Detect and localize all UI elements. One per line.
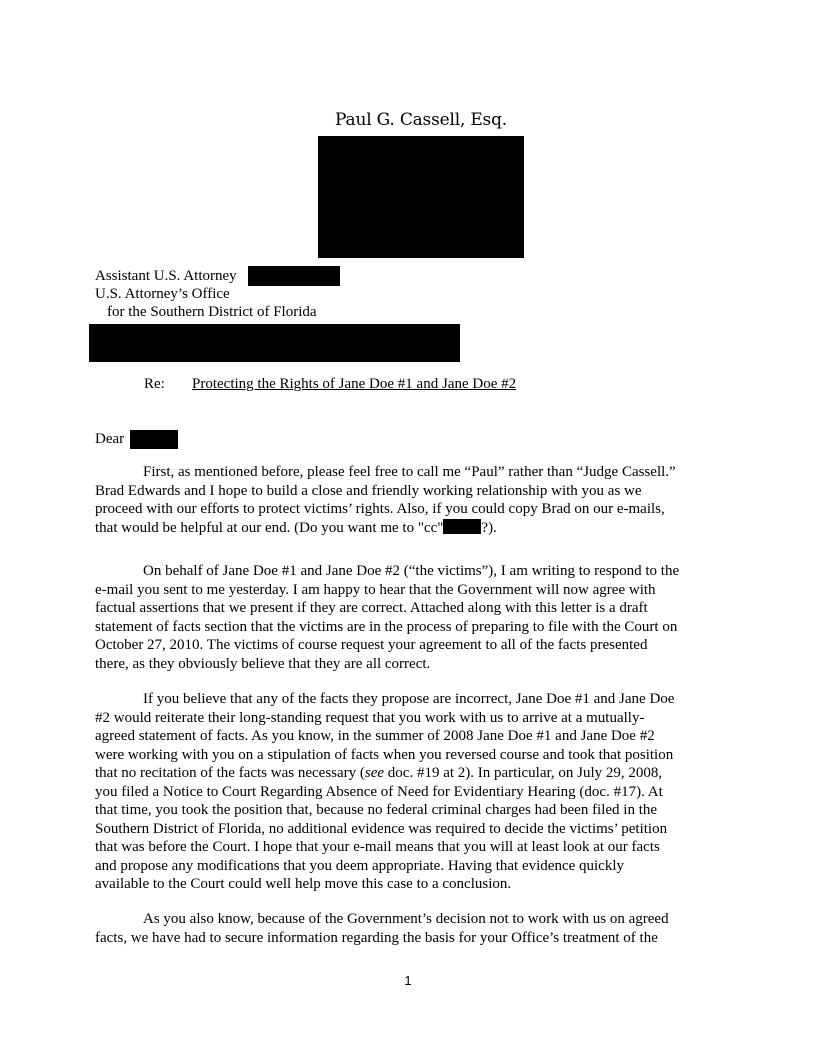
paragraph-line: October 27, 2010. The victims of course request your agreement to all of the facts presented [95,637,648,653]
paragraph-line: e-mail you sent to me yesterday. I am happy to hear that the Government will now agree with [95,581,656,598]
paragraph-line: facts, we have had to secure information regarding the basis for your Office’s treatment of the [95,929,658,946]
paragraph-line: On behalf of Jane Doe #1 and Jane Doe #2 (“the victims”), I am writing to respond to the [143,563,680,579]
paragraph-line [95,764,717,783]
paragraph-line: and propose any modifications that you deem appropriate. Having that evidence quickly [95,857,625,874]
paragraph-line: Southern District of Florida, no additional evidence was required to decide the victims’ petition [95,820,668,837]
paragraph-line-part: that no recitation of the facts was necessary ( [95,765,365,781]
paragraph-line: there, as they obviously believe that they are all correct. [95,655,431,672]
paragraph-line: Brad Edwards and I hope to build a close and friendly working relationship with you as we [95,482,642,499]
page-number: 1 [404,973,412,988]
citation-signal: see [364,765,385,781]
paragraph-2 [95,562,717,673]
redaction-letterhead-address [318,136,524,258]
paragraph-line: that was before the Court. I hope that your e-mail means that you will at least look at our facts [95,839,660,855]
paragraph-1 [95,463,717,537]
paragraph-line [95,519,717,538]
redaction-salutation-name [130,430,178,449]
paragraph-line: factual assertions that we present if they are correct. Attached along with this letter is a draft [95,600,648,616]
paragraph-line: As you also know, because of the Government’s decision not to work with us on agreed [143,911,669,927]
paragraph-line: #2 would reiterate their long-standing request that you work with us to arrive at a mutually- [95,709,645,726]
salutation-text: Dear [95,431,125,447]
paragraph-3 [95,690,717,894]
redaction-recipient-address [89,324,460,362]
paragraph-line: available to the Court could well help move this case to a conclusion. [95,876,512,892]
paragraph-line: agreed statement of facts. As you know, in the summer of 2008 Jane Doe #1 and Jane Doe #2 [95,728,655,744]
re-label: Re: [144,376,165,392]
recipient-office: U.S. Attorney’s Office [95,286,230,302]
paragraph-line-part: that would be helpful at our end. (Do you want me to "cc" [95,519,444,536]
salutation [95,431,124,448]
paragraph-line: that time, you took the position that, because no federal criminal charges had been filed in the [95,802,658,818]
redaction-recipient-name [248,266,340,286]
re-line [144,376,516,393]
letterhead-name: Paul G. Cassell, Esq. [335,110,507,130]
paragraph-line: If you believe that any of the facts they propose are incorrect, Jane Doe #1 and Jane Doe [143,691,675,707]
recipient-title [95,267,237,285]
paragraph-line: proceed with our efforts to protect victims’ rights. Also, if you could copy Brad on our e-mails, [95,501,665,517]
paragraph-line: First, as mentioned before, please feel free to call me “Paul” rather than “Judge Cassell.” [143,464,676,480]
recipient-district: for the Southern District of Florida [107,304,317,320]
paragraph-line: statement of facts section that the victims are in the process of preparing to file with the Court on [95,618,678,635]
redaction-cc-name [443,519,481,534]
recipient-title-text: Assistant U.S. Attorney [95,268,237,284]
paragraph-line-part: ?). [481,519,497,536]
paragraph-line-part: doc. #19 at 2). In particular, on July 29, 2008, [384,765,663,781]
re-subject: Protecting the Rights of Jane Doe #1 and Jane Doe #2 [192,376,517,392]
paragraph-line: were working with you on a stipulation of facts when you reversed course and took that position [95,746,674,763]
paragraph-line: you filed a Notice to Court Regarding Absence of Need for Evidentiary Hearing (doc. #17). At [95,783,663,800]
paragraph-4 [95,910,717,947]
